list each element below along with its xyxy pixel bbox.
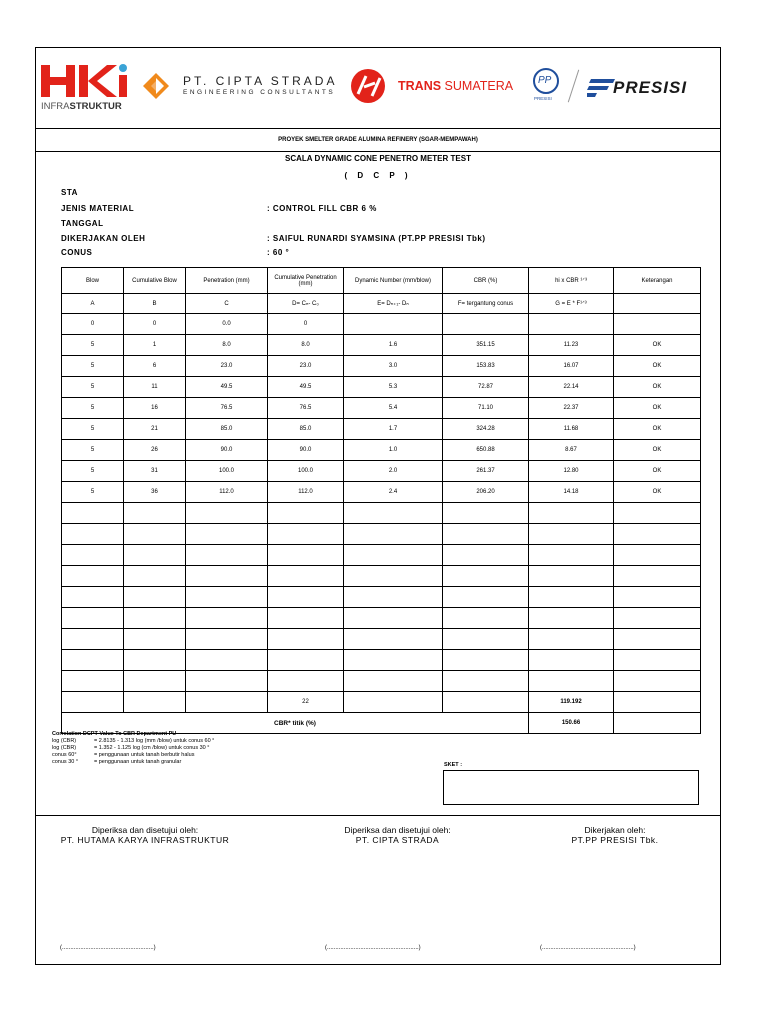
table-cell [268,587,344,608]
table-cell: 261.37 [443,461,529,482]
correlation-title: Correlation DCPT Value To CBR Department PU [52,731,177,737]
table-cell: 5 [62,482,124,503]
table-row [62,461,701,482]
table-cell: 5.4 [344,398,443,419]
table-cell [124,587,186,608]
table-cell: 76.5 [268,398,344,419]
table-cell: 8.0 [186,335,268,356]
pp-label: PRESISI [534,96,552,101]
cbr-value: 150.66 [529,713,614,734]
signature-divider [35,815,721,816]
table-cell [186,671,268,692]
table-cell [443,524,529,545]
signature-pp-line2: PT.PP PRESISI Tbk. [571,835,659,845]
table-cell [62,503,124,524]
table-cell [443,629,529,650]
table-row [62,398,701,419]
logo-divider [568,70,579,103]
corr-line1-b: = 2.8135 - 1.313 log (mm /blow) untuk conus 60 ° [94,738,215,744]
dcp-table [61,267,701,734]
table-cell [344,566,443,587]
signature-cipta-line2: PT. CIPTA STRADA [355,835,440,845]
table-cell: OK [614,335,701,356]
table-cell: 8.0 [268,335,344,356]
table-cell: 76.5 [186,398,268,419]
table-header-cell: Dynamic Number (mm/blow) [344,268,443,294]
table-cell: OK [614,440,701,461]
table-cell [614,608,701,629]
table-cell [614,503,701,524]
table-cell [529,629,614,650]
table-cell [344,629,443,650]
table-cell [614,671,701,692]
corr-line4-b: = penggunaan untuk tanah granular [94,759,182,765]
table-cell: 153.83 [443,356,529,377]
table-cell: 351.15 [443,335,529,356]
table-cell [62,671,124,692]
table-cell: 0 [268,314,344,335]
table-subheader-cell: D= Cₙ- C₀ [268,294,344,314]
cipta-strada-logo [143,73,343,103]
table-cell: 12.80 [529,461,614,482]
table-cell: 6 [124,356,186,377]
table-cell: 5.3 [344,377,443,398]
table-cell [186,608,268,629]
table-empty-row [62,503,701,524]
signature-block-cipta [300,825,495,845]
table-cell [443,608,529,629]
table-cell: 112.0 [268,482,344,503]
table-cell: 2.0 [344,461,443,482]
table-cell: OK [614,377,701,398]
table-cell [344,692,443,713]
table-cell: 72.87 [443,377,529,398]
total-g: 119.192 [529,692,614,713]
table-cell [614,524,701,545]
table-subheader-cell: G = E * F¹ᐟ³ [529,294,614,314]
signature-line-cipta: (.......................................................) [325,945,421,951]
table-cell: 100.0 [268,461,344,482]
table-empty-row [62,587,701,608]
table-cell: 22.14 [529,377,614,398]
table-cell: 49.5 [268,377,344,398]
table-cell: 5 [62,335,124,356]
table-cell [529,650,614,671]
table-cell [268,608,344,629]
table-cell: 0 [62,314,124,335]
table-cell [62,650,124,671]
table-cell [614,713,701,734]
table-cell [186,587,268,608]
signature-cipta-line1: Diperiksa dan disetujui oleh: [344,825,451,835]
table-cell: 0.0 [186,314,268,335]
table-cell [344,524,443,545]
table-cell: 5 [62,377,124,398]
table-cell: 1.7 [344,419,443,440]
table-cell [124,650,186,671]
table-cell [443,566,529,587]
table-cell: 0 [124,314,186,335]
table-cell: 90.0 [268,440,344,461]
table-header-cell: CBR (%) [443,268,529,294]
table-empty-row [62,608,701,629]
table-cell: 16.07 [529,356,614,377]
trans-sumatera-logo [348,67,528,107]
table-cell [529,587,614,608]
table-cell: 49.5 [186,377,268,398]
page-subtitle: ( D C P ) [344,171,412,180]
table-cell [124,608,186,629]
table-cell: 8.67 [529,440,614,461]
table-totals-row [62,692,701,713]
table-row [62,335,701,356]
page-title: SCALA DYNAMIC CONE PENETRO METER TEST [285,154,471,163]
signature-pp-line1: Dikerjakan oleh: [584,825,646,835]
table-cell [614,650,701,671]
project-title: PROYEK SMELTER GRADE ALUMINA REFINERY (SGAR-MEMPAWAH) [35,129,721,152]
table-cell [186,692,268,713]
table-cell [344,314,443,335]
table-header-cell: Penetration (mm) [186,268,268,294]
table-subheader-cell: B [124,294,186,314]
table-header-cell: Keterangan [614,268,701,294]
table-cell: 5 [62,461,124,482]
cipta-subtitle: ENGINEERING CONSULTANTS [183,89,336,96]
table-cell [344,587,443,608]
table-cell: OK [614,419,701,440]
corr-line3-b: = penggunaan untuk tanah berbutir halus [94,752,195,758]
table-row [62,314,701,335]
table-cell [268,503,344,524]
table-cell [124,566,186,587]
table-cell [124,692,186,713]
table-cell [186,629,268,650]
table-subheader-cell [614,294,701,314]
table-cell: 206.20 [443,482,529,503]
table-cell [443,671,529,692]
table-empty-row [62,524,701,545]
table-row [62,419,701,440]
presisi-text: PRESISI [613,78,688,97]
signature-hki-line1: Diperiksa dan disetujui oleh: [91,825,199,835]
table-cell: 1 [124,335,186,356]
tanggal-label: TANGGAL [61,219,104,228]
table-empty-row [62,629,701,650]
table-cell [268,671,344,692]
sket-box [443,770,699,805]
logo-bar [35,47,721,129]
table-empty-row [62,545,701,566]
table-cell [268,629,344,650]
signature-hki-line2: PT. HUTAMA KARYA INFRASTRUKTUR [60,835,230,845]
table-cell [186,566,268,587]
table-cell [529,314,614,335]
sket-label: SKET : [444,762,463,768]
table-cell [62,608,124,629]
table-cell [443,587,529,608]
table-cell [443,545,529,566]
total-penetration: 22 [268,692,344,713]
table-cell: 26 [124,440,186,461]
table-empty-row [62,671,701,692]
cbr-label: CBR* titik (%) [62,713,529,734]
table-cell [62,692,124,713]
table-row [62,482,701,503]
table-cell [614,629,701,650]
corr-line3-a: conus 60° [52,752,77,758]
table-cell: OK [614,461,701,482]
table-cell: 650.88 [443,440,529,461]
table-cell: 11 [124,377,186,398]
signature-block-hki [40,825,250,845]
table-cell [268,650,344,671]
table-cell [186,524,268,545]
jenis-value: : CONTROL FILL CBR 6 % [267,204,377,213]
presisi-logo [587,77,719,101]
table-row [62,377,701,398]
table-cell: 16 [124,398,186,419]
table-cell: 5 [62,419,124,440]
table-cell: 71.10 [443,398,529,419]
table-cell: 11.68 [529,419,614,440]
table-cell [614,692,701,713]
presisi-stripes-icon [587,79,615,97]
hki-logo [41,63,131,113]
hki-mark-icon [41,63,129,99]
table-row [62,356,701,377]
table-cell [529,524,614,545]
table-cell [186,650,268,671]
table-cell [443,503,529,524]
table-cell [124,524,186,545]
table-cell [268,566,344,587]
table-cell: 100.0 [186,461,268,482]
table-cell: 324.28 [443,419,529,440]
table-cell: 11.23 [529,335,614,356]
signature-line-pp: (.......................................................) [540,945,636,951]
table-cell: 2.4 [344,482,443,503]
table-cell: 22.37 [529,398,614,419]
table-cell [529,566,614,587]
table-cell [62,587,124,608]
table-cell [62,566,124,587]
table-cell: OK [614,482,701,503]
table-cell: OK [614,356,701,377]
table-cell: 1.0 [344,440,443,461]
table-cell [268,524,344,545]
conus-value: : 60 ° [267,248,290,257]
table-cell [124,629,186,650]
table-cell: 85.0 [186,419,268,440]
table-cell: 5 [62,398,124,419]
table-cell [614,587,701,608]
table-cell [443,692,529,713]
table-cell [344,650,443,671]
table-cell: 3.0 [344,356,443,377]
corr-line2-a: log (CBR) [52,745,77,751]
table-cell [529,671,614,692]
table-cell [529,608,614,629]
table-cell: 112.0 [186,482,268,503]
table-cell [344,503,443,524]
table-cell [186,503,268,524]
table-cell [529,503,614,524]
table-cell: 90.0 [186,440,268,461]
table-cell [268,545,344,566]
table-cell [614,314,701,335]
table-cell [62,629,124,650]
cipta-diamond-icon [143,73,169,99]
signature-line-hki: (.......................................................) [60,945,156,951]
conus-label: CONUS [61,248,93,257]
dikerjakan-value: : SAIFUL RUNARDI SYAMSINA (PT.PP PRESISI Tbk) [267,234,486,243]
table-empty-row [62,566,701,587]
table-header-cell: Cumulative Penetration (mm) [268,268,344,294]
dikerjakan-label: DIKERJAKAN OLEH [61,234,146,243]
table-cell [443,650,529,671]
signature-block-pp [520,825,710,845]
cipta-title: PT. CIPTA STRADA [183,74,338,88]
table-cell [344,545,443,566]
table-cell: 14.18 [529,482,614,503]
table-cell [124,671,186,692]
table-cell [62,524,124,545]
table-header-cell: hi x CBR ¹ᐟ³ [529,268,614,294]
table-subheader-cell: E= Dₙ₊₁- Dₙ [344,294,443,314]
table-subheader-cell: A [62,294,124,314]
table-cell: 23.0 [268,356,344,377]
table-cell: 36 [124,482,186,503]
table-subheader-cell: C [186,294,268,314]
table-subheader-cell: F= tergantung conus [443,294,529,314]
corr-line2-b: = 1.352 - 1.125 log (cm /blow) untuk conus 30 ° [94,745,210,751]
hki-subtitle: INFRASTRUKTUR [41,101,122,112]
table-cell [186,545,268,566]
sta-label: STA [61,188,78,197]
table-cell [443,314,529,335]
table-empty-row [62,650,701,671]
table-cell [62,545,124,566]
table-cell [124,503,186,524]
table-cell: 1.6 [344,335,443,356]
table-cell: 31 [124,461,186,482]
trans-sumatera-text: TRANS SUMATERA [398,79,514,93]
pp-presisi-emblem [532,67,562,107]
table-cell: 85.0 [268,419,344,440]
pp-mark: PP [538,75,552,86]
correlation-notes [52,731,214,766]
table-cell [344,671,443,692]
corr-line1-a: log (CBR) [52,738,77,744]
jenis-label: JENIS MATERIAL [61,204,135,213]
table-cell [614,566,701,587]
hk-emblem-icon [348,67,388,105]
table-header-cell: Blow [62,268,124,294]
table-cell [124,545,186,566]
table-cell [614,545,701,566]
table-cell [344,608,443,629]
table-cell: 23.0 [186,356,268,377]
table-cell [529,545,614,566]
table-cell: 5 [62,356,124,377]
table-header-cell: Cumulative Blow [124,268,186,294]
table-cell: 5 [62,440,124,461]
table-subheader-row [62,294,701,314]
table-cell: OK [614,398,701,419]
table-row [62,440,701,461]
table-cell: 21 [124,419,186,440]
table-header-row [62,268,701,294]
corr-line4-a: conus 30 ° [52,759,79,765]
